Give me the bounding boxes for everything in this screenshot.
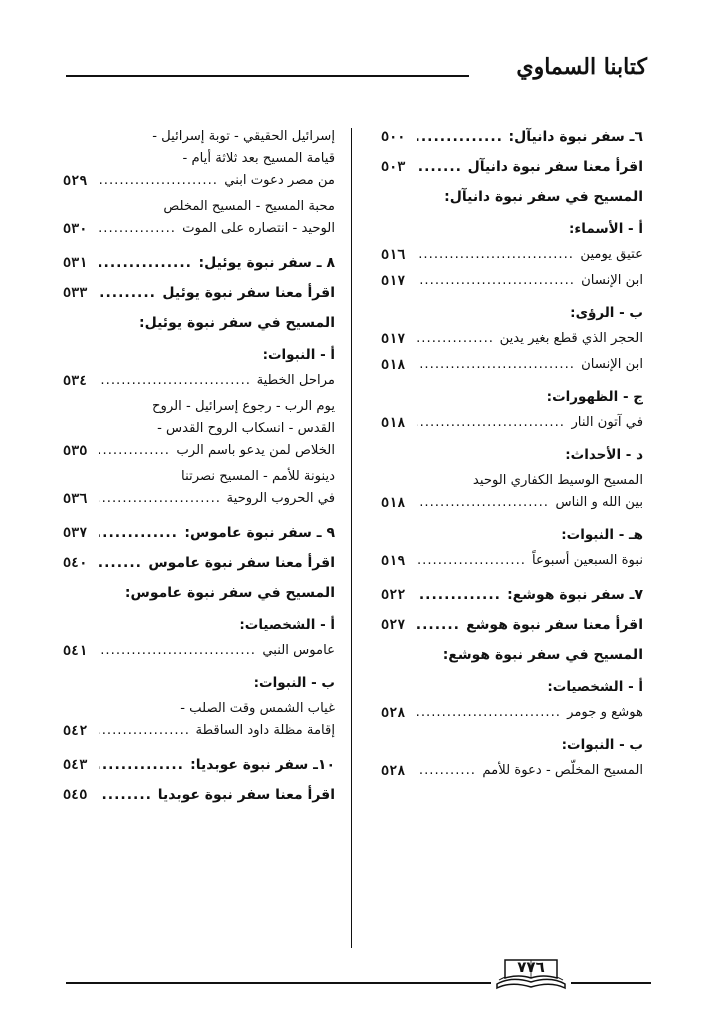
toc-page-number: ٥٤٣ <box>63 757 88 773</box>
toc-entry-chapter <box>63 252 335 274</box>
toc-entry-title: ١٠ـ سفر نبوة عوبديا: <box>190 757 335 773</box>
toc-entry-title: ب - النبوات: <box>253 675 335 691</box>
toc-page-number: ٥٤١ <box>63 643 88 659</box>
toc-entry-title: ٩ ـ سفر نبوة عاموس: <box>184 525 335 541</box>
toc-page-number: ٥٣٥ <box>63 443 88 459</box>
toc-entry-title: أ - النبوات: <box>262 347 335 363</box>
toc-entry-item <box>381 354 643 376</box>
dot-leader <box>99 440 170 462</box>
dot-leader <box>99 488 221 510</box>
dot-leader <box>417 584 501 606</box>
toc-entry-title: نبوة السبعين أسبوعاً <box>532 553 643 568</box>
toc-page-number: ٥١٧ <box>381 273 406 289</box>
dot-leader <box>99 252 192 274</box>
toc-entry-read <box>381 156 643 178</box>
toc-entry-title: اقرأ معنا سفر نبوة دانيآل <box>467 159 643 175</box>
toc-page-number: ٥٤٢ <box>63 723 88 739</box>
toc-page-number: ٥١٨ <box>381 357 406 373</box>
dot-leader <box>417 328 494 350</box>
dot-leader <box>99 784 152 806</box>
dot-leader <box>417 614 460 636</box>
toc-page-number: ٥١٨ <box>381 415 406 431</box>
toc-entry-title: ٨ ـ سفر نبوة يوئيل: <box>198 255 335 271</box>
dot-leader <box>99 370 251 392</box>
column-divider <box>351 128 352 948</box>
toc-entry-title: دينونة للأمم - المسيح نصرتنا <box>181 469 335 484</box>
toc-entry-item <box>381 270 643 292</box>
toc-entry-title: أ - الأسماء: <box>568 221 643 237</box>
dot-leader <box>417 244 574 266</box>
toc-entry-chapter <box>381 126 643 148</box>
toc-entry-title: اقرأ معنا سفر نبوة عوبديا <box>157 787 335 803</box>
toc-entry-title: ج - الظهورات: <box>546 389 643 405</box>
page-header <box>66 50 647 90</box>
toc-entry-title: في الحروب الروحية <box>226 491 335 506</box>
toc-entry-read <box>381 614 643 636</box>
toc-entry-title: من مصر دعوت ابني <box>224 173 335 188</box>
toc-entry-title: ٧ـ سفر نبوة هوشع: <box>507 587 643 603</box>
dot-leader <box>99 552 142 574</box>
page-number: ٧٧٦ <box>517 958 545 976</box>
toc-entry-title: الوحيد - انتصاره على الموت <box>182 221 335 236</box>
toc-entry-cont <box>63 418 335 440</box>
toc-page-number: ٥٠٣ <box>381 159 406 175</box>
toc-entry-chapter <box>63 522 335 544</box>
toc-entry-title: المسيح في سفر نبوة يوئيل: <box>139 315 335 331</box>
toc-entry-sub <box>63 672 335 694</box>
toc-entry-sub <box>381 218 643 240</box>
toc-entry-title: إقامة مظلة داود الساقطة <box>195 723 335 738</box>
toc-entry-title: محبة المسيح - المسيح المخلص <box>163 199 335 214</box>
toc-entry-title: ابن الإنسان <box>581 357 643 372</box>
dot-leader <box>417 412 565 434</box>
toc-entry-section <box>63 312 335 334</box>
toc-entry-item <box>63 170 335 192</box>
dot-leader <box>99 282 156 304</box>
toc-entry-item <box>63 370 335 392</box>
dot-leader <box>99 720 190 742</box>
header-rule <box>66 75 469 77</box>
dot-leader <box>417 354 575 376</box>
toc-entry-cont <box>63 196 335 218</box>
toc-entry-sub <box>381 444 643 466</box>
book-title: كتابنا السماوي <box>516 54 647 80</box>
toc-page-number: ٥١٩ <box>381 553 406 569</box>
toc-entry-title: القدس - انسكاب الروح القدس - <box>157 421 335 436</box>
toc-page-number: ٥٢٧ <box>381 617 406 633</box>
toc-entry-cont <box>63 396 335 418</box>
toc-page-number: ٥١٨ <box>381 495 406 511</box>
toc-entry-title: ب - الرؤى: <box>570 305 643 321</box>
toc-entry-cont <box>381 470 643 492</box>
toc-entry-title: بين الله و الناس <box>555 495 643 510</box>
toc-page-number: ٥٤٥ <box>63 787 88 803</box>
toc-entry-sub <box>381 734 643 756</box>
toc-entry-title: اقرأ معنا سفر نبوة يوئيل <box>162 285 335 301</box>
dot-leader <box>417 492 549 514</box>
toc-entry-title: اقرأ معنا سفر نبوة هوشع <box>466 617 643 633</box>
toc-entry-item <box>63 218 335 240</box>
toc-page-number: ٥١٦ <box>381 247 406 263</box>
toc-entry-title: مراحل الخطية <box>256 373 335 388</box>
toc-entry-title: المسيح المخلّص - دعوة للأمم <box>482 763 643 778</box>
toc-entry-title: عتيق يومين <box>580 247 643 262</box>
dot-leader <box>417 760 476 782</box>
toc-entry-title: المسيح الوسيط الكفاري الوحيد <box>472 473 643 488</box>
toc-page-number: ٥٢٨ <box>381 763 406 779</box>
toc-entry-title: هوشع و جومر <box>567 705 643 720</box>
toc-entry-cont <box>63 148 335 170</box>
toc-entry-item <box>63 488 335 510</box>
toc-entry-item <box>381 550 643 572</box>
toc-entry-sub <box>381 524 643 546</box>
dot-leader <box>417 550 526 572</box>
toc-entry-sub <box>63 344 335 366</box>
toc-page-number: ٥٣٧ <box>63 525 88 541</box>
toc-entry-sub <box>63 614 335 636</box>
toc-entry-title: أ - الشخصيات: <box>547 679 643 695</box>
toc-entry-chapter <box>63 754 335 776</box>
toc-entry-title: المسيح في سفر نبوة عاموس: <box>124 585 335 601</box>
toc-page-number: ٥٢٢ <box>381 587 406 603</box>
toc-entry-item <box>381 412 643 434</box>
toc-entry-title: د - الأحداث: <box>565 447 643 463</box>
toc-entry-read <box>63 784 335 806</box>
toc-entry-cont <box>63 466 335 488</box>
toc-entry-title: المسيح في سفر نبوة هوشع: <box>442 647 643 663</box>
toc-page-number: ٥٢٩ <box>63 173 88 189</box>
dot-leader <box>417 270 575 292</box>
toc-page-number: ٥٣٠ <box>63 221 88 237</box>
toc-entry-read <box>63 282 335 304</box>
dot-leader <box>99 170 218 192</box>
toc-entry-title: ابن الإنسان <box>581 273 643 288</box>
toc-entry-title: في آتون النار <box>571 415 643 430</box>
toc-entry-section <box>381 186 643 208</box>
toc-page-number: ٥٤٠ <box>63 555 88 571</box>
dot-leader <box>417 156 462 178</box>
toc-page-number: ٥٣٣ <box>63 285 88 301</box>
toc-page-number: ٥٣٤ <box>63 373 88 389</box>
toc-entry-title: أ - الشخصيات: <box>239 617 335 633</box>
toc-entry-chapter <box>381 584 643 606</box>
toc-entry-title: ب - النبوات: <box>561 737 643 753</box>
toc-entry-sub <box>381 386 643 408</box>
toc-entry-item <box>381 492 643 514</box>
toc-entry-title: يوم الرب - رجوع إسرائيل - الروح <box>151 399 335 414</box>
dot-leader <box>417 126 503 148</box>
toc-entry-item <box>63 720 335 742</box>
toc-entry-title: الخلاص لمن يدعو باسم الرب <box>176 443 335 458</box>
toc-entry-item <box>63 640 335 662</box>
toc-entry-title: هـ - النبوات: <box>561 527 643 543</box>
toc-entry-title: ٦ـ سفر نبوة دانيآل: <box>508 129 643 145</box>
toc-page-number: ٥٢٨ <box>381 705 406 721</box>
toc-entry-title: اقرأ معنا سفر نبوة عاموس <box>148 555 335 571</box>
toc-entry-title: عاموس النبي <box>262 643 335 658</box>
toc-entry-item <box>381 760 643 782</box>
toc-entry-title: المسيح في سفر نبوة دانيآل: <box>444 189 643 205</box>
toc-entry-item <box>381 702 643 724</box>
dot-leader <box>99 218 176 240</box>
toc-entry-item <box>63 440 335 462</box>
toc-entry-title: إسرائيل الحقيقي - توبة إسرائيل - <box>152 129 335 144</box>
toc-entry-cont <box>63 698 335 720</box>
page-footer <box>66 954 651 996</box>
toc-page-number: ٥٣١ <box>63 255 88 271</box>
toc-entry-cont <box>63 126 335 148</box>
toc-entry-title: قيامة المسيح بعد ثلاثة أيام - <box>182 151 335 166</box>
dot-leader <box>99 640 256 662</box>
toc-entry-section <box>381 644 643 666</box>
dot-leader <box>99 754 184 776</box>
toc-entry-item <box>381 244 643 266</box>
page-number-badge <box>491 954 571 992</box>
toc-page-number: ٥١٧ <box>381 331 406 347</box>
toc-entry-title: الحجر الذي قطع بغير يدين <box>499 331 643 346</box>
toc-right-column <box>381 126 643 782</box>
toc-entry-sub <box>381 302 643 324</box>
dot-leader <box>99 522 178 544</box>
toc-entry-section <box>63 582 335 604</box>
toc-entry-item <box>381 328 643 350</box>
toc-page-number: ٥٣٦ <box>63 491 88 507</box>
toc-entry-read <box>63 552 335 574</box>
toc-page-number: ٥٠٠ <box>381 129 406 145</box>
toc-entry-title: غياب الشمس وقت الصلب - <box>180 701 335 716</box>
toc-left-column <box>63 126 335 806</box>
dot-leader <box>417 702 561 724</box>
toc-entry-sub <box>381 676 643 698</box>
